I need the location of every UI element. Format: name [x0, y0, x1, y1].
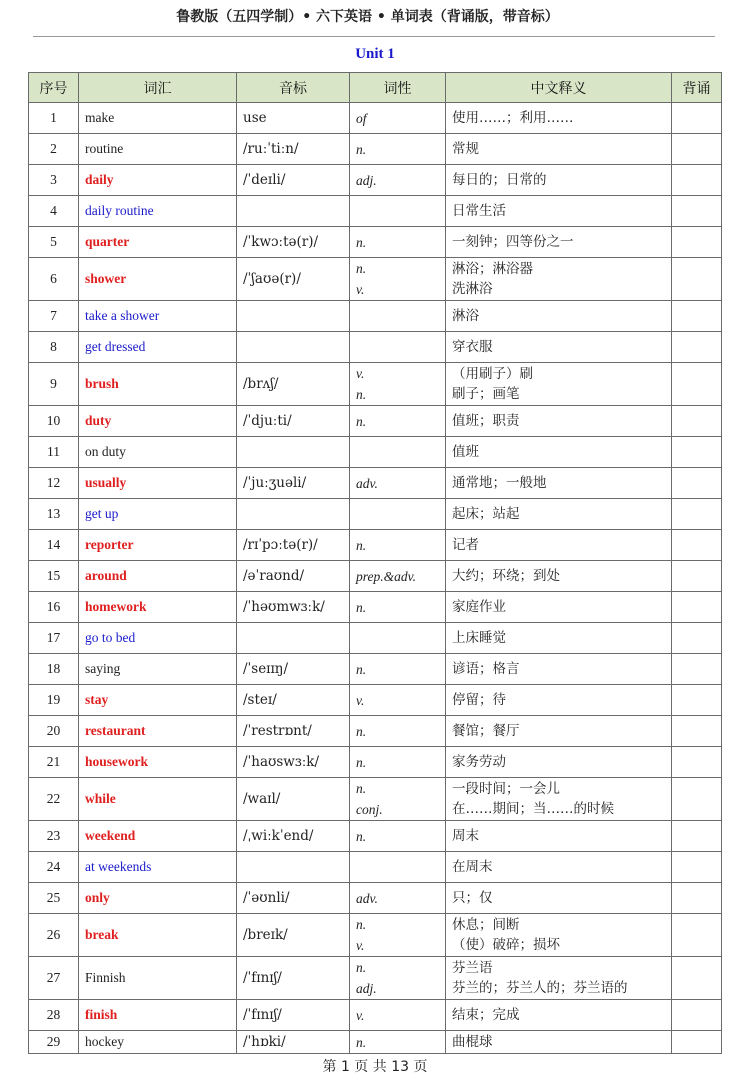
chinese-meaning-line: 刷子；画笔: [452, 386, 520, 402]
phonetic-symbol: /ˈəʊnli/: [237, 883, 350, 914]
phonetic-symbol: [237, 499, 350, 530]
chinese-meaning-line: 值班: [452, 444, 479, 460]
phonetic-symbol: [237, 852, 350, 883]
part-of-speech: [350, 363, 446, 406]
chinese-meaning: [446, 530, 672, 561]
vocab-word: reporter: [79, 530, 237, 561]
chinese-meaning-line: 淋浴；淋浴器: [452, 261, 533, 277]
recite-checkbox-cell: [672, 258, 722, 301]
vocab-word: get dressed: [79, 332, 237, 363]
recite-checkbox-cell: [672, 914, 722, 957]
chinese-meaning: [446, 623, 672, 654]
phonetic-symbol: [237, 623, 350, 654]
part-of-speech-line: n.: [356, 960, 367, 975]
part-of-speech-line: of: [356, 110, 367, 126]
chinese-meaning-line: 穿衣服: [452, 339, 493, 355]
part-of-speech: [350, 914, 446, 957]
part-of-speech-line: prep.&adv.: [356, 568, 416, 584]
phonetic-symbol: use: [237, 103, 350, 134]
part-of-speech: [350, 499, 446, 530]
recite-checkbox-cell: [672, 363, 722, 406]
column-header-ipa: 音标: [237, 73, 350, 103]
vocab-word: shower: [79, 258, 237, 301]
phonetic-symbol: /waɪl/: [237, 778, 350, 821]
phonetic-symbol: /ˈdjuːti/: [237, 406, 350, 437]
table-row: [29, 957, 722, 1000]
chinese-meaning: [446, 196, 672, 227]
part-of-speech: [350, 747, 446, 778]
table-row: [29, 134, 722, 165]
row-number: 9: [29, 363, 79, 406]
part-of-speech: [350, 821, 446, 852]
table-row: [29, 165, 722, 196]
part-of-speech: [350, 778, 446, 821]
column-header-no: 序号: [29, 73, 79, 103]
vocab-word: get up: [79, 499, 237, 530]
table-body: [29, 103, 722, 1054]
recite-checkbox-cell: [672, 747, 722, 778]
phonetic-symbol: /ˈkwɔːtə(r)/: [237, 227, 350, 258]
row-number: 1: [29, 103, 79, 134]
part-of-speech-line: n.: [356, 141, 367, 157]
row-number: 29: [29, 1031, 79, 1054]
chinese-meaning: [446, 406, 672, 437]
part-of-speech: [350, 852, 446, 883]
chinese-meaning-line: 芬兰的；芬兰人的；芬兰语的: [452, 980, 628, 996]
chinese-meaning-line: 大约；环绕；到处: [452, 568, 560, 584]
recite-checkbox-cell: [672, 685, 722, 716]
row-number: 16: [29, 592, 79, 623]
chinese-meaning-line: 值班；职责: [452, 413, 520, 429]
part-of-speech-line: n.: [356, 387, 367, 402]
phonetic-symbol: /brʌʃ/: [237, 363, 350, 406]
row-number: 10: [29, 406, 79, 437]
column-header-meaning: 中文释义: [446, 73, 672, 103]
vocab-word: take a shower: [79, 301, 237, 332]
chinese-meaning-line: 谚语；格言: [452, 661, 520, 677]
table-row: [29, 301, 722, 332]
phonetic-symbol: /ˈfɪnɪʃ/: [237, 957, 350, 1000]
part-of-speech-line: n.: [356, 413, 367, 429]
recite-checkbox-cell: [672, 165, 722, 196]
chinese-meaning-line: 洗淋浴: [452, 281, 493, 297]
chinese-meaning-line: 日常生活: [452, 203, 506, 219]
table-row: [29, 1031, 722, 1054]
page-footer: 第 1 页 共 13 页: [322, 1059, 428, 1075]
chinese-meaning: [446, 957, 672, 1000]
row-number: 20: [29, 716, 79, 747]
row-number: 3: [29, 165, 79, 196]
table-row: [29, 499, 722, 530]
recite-checkbox-cell: [672, 716, 722, 747]
chinese-meaning-line: 起床；站起: [452, 506, 520, 522]
vocab-word: on duty: [79, 437, 237, 468]
table-row: [29, 332, 722, 363]
phonetic-symbol: /steɪ/: [237, 685, 350, 716]
vocab-word: saying: [79, 654, 237, 685]
chinese-meaning-line: （使）破碎；损坏: [452, 937, 560, 953]
part-of-speech-line: n.: [356, 599, 367, 615]
part-of-speech-line: n.: [356, 261, 367, 276]
phonetic-symbol: [237, 196, 350, 227]
part-of-speech-line: n.: [356, 723, 367, 739]
recite-checkbox-cell: [672, 957, 722, 1000]
recite-checkbox-cell: [672, 561, 722, 592]
chinese-meaning: [446, 716, 672, 747]
chinese-meaning: [446, 1000, 672, 1031]
vocab-word: make: [79, 103, 237, 134]
row-number: 8: [29, 332, 79, 363]
part-of-speech: [350, 258, 446, 301]
table-row: [29, 196, 722, 227]
row-number: 15: [29, 561, 79, 592]
table-row: [29, 716, 722, 747]
row-number: 18: [29, 654, 79, 685]
part-of-speech-line: n.: [356, 537, 367, 553]
vocab-word: around: [79, 561, 237, 592]
chinese-meaning-line: 一段时间；一会儿: [452, 781, 560, 797]
part-of-speech: [350, 196, 446, 227]
vocab-word: weekend: [79, 821, 237, 852]
table-row: [29, 685, 722, 716]
chinese-meaning-line: 餐馆；餐厅: [452, 723, 520, 739]
chinese-meaning-line: 记者: [452, 537, 479, 553]
header-divider: [33, 36, 715, 37]
chinese-meaning-line: 停留；待: [452, 692, 506, 708]
recite-checkbox-cell: [672, 852, 722, 883]
chinese-meaning-line: 每日的；日常的: [452, 172, 547, 188]
chinese-meaning-line: 曲棍球: [452, 1034, 493, 1050]
recite-checkbox-cell: [672, 406, 722, 437]
chinese-meaning: [446, 747, 672, 778]
chinese-meaning: [446, 561, 672, 592]
phonetic-symbol: [237, 301, 350, 332]
vocab-word: usually: [79, 468, 237, 499]
vocab-word: homework: [79, 592, 237, 623]
row-number: 7: [29, 301, 79, 332]
vocab-word: at weekends: [79, 852, 237, 883]
vocabulary-table: [28, 72, 722, 1054]
part-of-speech: [350, 406, 446, 437]
row-number: 11: [29, 437, 79, 468]
phonetic-symbol: /rɪˈpɔːtə(r)/: [237, 530, 350, 561]
part-of-speech: [350, 654, 446, 685]
chinese-meaning: [446, 654, 672, 685]
part-of-speech-line: n.: [356, 917, 367, 932]
chinese-meaning: [446, 499, 672, 530]
chinese-meaning: [446, 258, 672, 301]
vocab-word: while: [79, 778, 237, 821]
part-of-speech-line: v.: [356, 1007, 365, 1023]
phonetic-symbol: /ruːˈtiːn/: [237, 134, 350, 165]
phonetic-symbol: /ˈdeɪli/: [237, 165, 350, 196]
row-number: 6: [29, 258, 79, 301]
table-row: [29, 363, 722, 406]
chinese-meaning: [446, 301, 672, 332]
row-number: 2: [29, 134, 79, 165]
row-number: 4: [29, 196, 79, 227]
row-number: 23: [29, 821, 79, 852]
recite-checkbox-cell: [672, 301, 722, 332]
recite-checkbox-cell: [672, 778, 722, 821]
part-of-speech-line: v.: [356, 366, 365, 381]
table-row: [29, 406, 722, 437]
phonetic-symbol: /ˈfɪnɪʃ/: [237, 1000, 350, 1031]
row-number: 21: [29, 747, 79, 778]
table-row: [29, 592, 722, 623]
table-row: [29, 747, 722, 778]
chinese-meaning-line: 只；仅: [452, 890, 493, 906]
part-of-speech: [350, 437, 446, 468]
phonetic-symbol: /ˈseɪɪŋ/: [237, 654, 350, 685]
part-of-speech: [350, 227, 446, 258]
recite-checkbox-cell: [672, 1000, 722, 1031]
chinese-meaning: [446, 468, 672, 499]
chinese-meaning: [446, 165, 672, 196]
vocab-word: daily: [79, 165, 237, 196]
vocab-word: finish: [79, 1000, 237, 1031]
vocab-word: brush: [79, 363, 237, 406]
row-number: 25: [29, 883, 79, 914]
vocab-word: Finnish: [79, 957, 237, 1000]
part-of-speech: [350, 561, 446, 592]
part-of-speech-line: adv.: [356, 475, 378, 491]
row-number: 12: [29, 468, 79, 499]
part-of-speech: [350, 165, 446, 196]
table-row: [29, 437, 722, 468]
row-number: 28: [29, 1000, 79, 1031]
part-of-speech-line: n.: [356, 754, 367, 770]
vocab-word: housework: [79, 747, 237, 778]
vocab-word: routine: [79, 134, 237, 165]
row-number: 13: [29, 499, 79, 530]
table-row: [29, 1000, 722, 1031]
recite-checkbox-cell: [672, 437, 722, 468]
recite-checkbox-cell: [672, 134, 722, 165]
column-header-word: 词汇: [79, 73, 237, 103]
chinese-meaning: [446, 1031, 672, 1054]
recite-checkbox-cell: [672, 196, 722, 227]
table-row: [29, 821, 722, 852]
chinese-meaning: [446, 883, 672, 914]
chinese-meaning-line: 在……期间；当……的时候: [452, 801, 614, 817]
vocab-word: break: [79, 914, 237, 957]
chinese-meaning: [446, 821, 672, 852]
part-of-speech: [350, 592, 446, 623]
recite-checkbox-cell: [672, 623, 722, 654]
vocab-word: go to bed: [79, 623, 237, 654]
chinese-meaning-line: 常规: [452, 141, 479, 157]
vocab-word: stay: [79, 685, 237, 716]
vocab-word: only: [79, 883, 237, 914]
column-header-recite: 背诵: [672, 73, 722, 103]
recite-checkbox-cell: [672, 654, 722, 685]
chinese-meaning-line: 家务劳动: [452, 754, 506, 770]
part-of-speech: [350, 103, 446, 134]
row-number: 27: [29, 957, 79, 1000]
phonetic-symbol: /ˈhaʊswɜːk/: [237, 747, 350, 778]
phonetic-symbol: /ˈrestrɒnt/: [237, 716, 350, 747]
part-of-speech: [350, 623, 446, 654]
phonetic-symbol: /əˈraʊnd/: [237, 561, 350, 592]
unit-title: Unit 1: [355, 46, 395, 62]
row-number: 5: [29, 227, 79, 258]
row-number: 19: [29, 685, 79, 716]
table-row: [29, 654, 722, 685]
vocab-word: quarter: [79, 227, 237, 258]
chinese-meaning: [446, 437, 672, 468]
chinese-meaning: [446, 103, 672, 134]
table-row: [29, 258, 722, 301]
phonetic-symbol: /ˈjuːʒuəli/: [237, 468, 350, 499]
table-row: [29, 561, 722, 592]
chinese-meaning-line: 使用……；利用……: [452, 110, 574, 126]
chinese-meaning-line: 在周末: [452, 859, 493, 875]
chinese-meaning: [446, 134, 672, 165]
part-of-speech: [350, 1031, 446, 1054]
recite-checkbox-cell: [672, 883, 722, 914]
part-of-speech-line: v.: [356, 938, 365, 953]
recite-checkbox-cell: [672, 1031, 722, 1054]
recite-checkbox-cell: [672, 468, 722, 499]
table-row: [29, 468, 722, 499]
recite-checkbox-cell: [672, 227, 722, 258]
phonetic-symbol: [237, 437, 350, 468]
part-of-speech-line: adj.: [356, 981, 377, 996]
row-number: 24: [29, 852, 79, 883]
row-number: 17: [29, 623, 79, 654]
chinese-meaning: [446, 363, 672, 406]
chinese-meaning-line: 家庭作业: [452, 599, 506, 615]
phonetic-symbol: /ˈhɒki/: [237, 1031, 350, 1054]
part-of-speech-line: n.: [356, 828, 367, 844]
table-row: [29, 530, 722, 561]
part-of-speech-line: n.: [356, 234, 367, 250]
chinese-meaning-line: 淋浴: [452, 308, 479, 324]
part-of-speech-line: v.: [356, 282, 365, 297]
recite-checkbox-cell: [672, 499, 722, 530]
vocab-word: hockey: [79, 1031, 237, 1054]
chinese-meaning: [446, 592, 672, 623]
table-row: [29, 914, 722, 957]
phonetic-symbol: [237, 332, 350, 363]
part-of-speech: [350, 134, 446, 165]
chinese-meaning-line: 通常地；一般地: [452, 475, 547, 491]
vocab-word: daily routine: [79, 196, 237, 227]
part-of-speech-line: n.: [356, 1034, 367, 1050]
part-of-speech-line: v.: [356, 692, 365, 708]
table-header: [29, 73, 722, 103]
table-row: [29, 852, 722, 883]
part-of-speech: [350, 685, 446, 716]
chinese-meaning: [446, 227, 672, 258]
part-of-speech: [350, 1000, 446, 1031]
chinese-meaning-line: 休息；间断: [452, 917, 520, 933]
chinese-meaning-line: （用刷子）刷: [452, 366, 533, 382]
recite-checkbox-cell: [672, 592, 722, 623]
table-row: [29, 778, 722, 821]
chinese-meaning-line: 一刻钟；四等份之一: [452, 234, 574, 250]
row-number: 14: [29, 530, 79, 561]
row-number: 26: [29, 914, 79, 957]
part-of-speech: [350, 883, 446, 914]
chinese-meaning: [446, 914, 672, 957]
vocab-word: duty: [79, 406, 237, 437]
part-of-speech-line: conj.: [356, 802, 383, 817]
part-of-speech: [350, 332, 446, 363]
document-header-title: 鲁教版（五四学制）• 六下英语 • 单词表（背诵版，带音标）: [176, 9, 559, 25]
chinese-meaning-line: 结束；完成: [452, 1007, 520, 1023]
part-of-speech: [350, 530, 446, 561]
phonetic-symbol: /ˈʃaʊə(r)/: [237, 258, 350, 301]
part-of-speech-line: n.: [356, 781, 367, 796]
part-of-speech-line: adj.: [356, 172, 377, 188]
table-row: [29, 103, 722, 134]
recite-checkbox-cell: [672, 332, 722, 363]
table-row: [29, 623, 722, 654]
part-of-speech-line: adv.: [356, 890, 378, 906]
phonetic-symbol: /ˈhəʊmwɜːk/: [237, 592, 350, 623]
chinese-meaning: [446, 852, 672, 883]
chinese-meaning: [446, 685, 672, 716]
chinese-meaning-line: 芬兰语: [452, 960, 493, 976]
part-of-speech-line: n.: [356, 661, 367, 677]
table-row: [29, 883, 722, 914]
recite-checkbox-cell: [672, 821, 722, 852]
table-row: [29, 227, 722, 258]
column-header-pos: 词性: [350, 73, 446, 103]
chinese-meaning: [446, 332, 672, 363]
vocab-word: restaurant: [79, 716, 237, 747]
chinese-meaning: [446, 778, 672, 821]
recite-checkbox-cell: [672, 530, 722, 561]
row-number: 22: [29, 778, 79, 821]
phonetic-symbol: /breɪk/: [237, 914, 350, 957]
part-of-speech: [350, 716, 446, 747]
part-of-speech: [350, 468, 446, 499]
phonetic-symbol: /ˌwiːkˈend/: [237, 821, 350, 852]
part-of-speech: [350, 957, 446, 1000]
chinese-meaning-line: 上床睡觉: [452, 630, 506, 646]
chinese-meaning-line: 周末: [452, 828, 479, 844]
recite-checkbox-cell: [672, 103, 722, 134]
table-header-row: [29, 73, 722, 103]
part-of-speech: [350, 301, 446, 332]
